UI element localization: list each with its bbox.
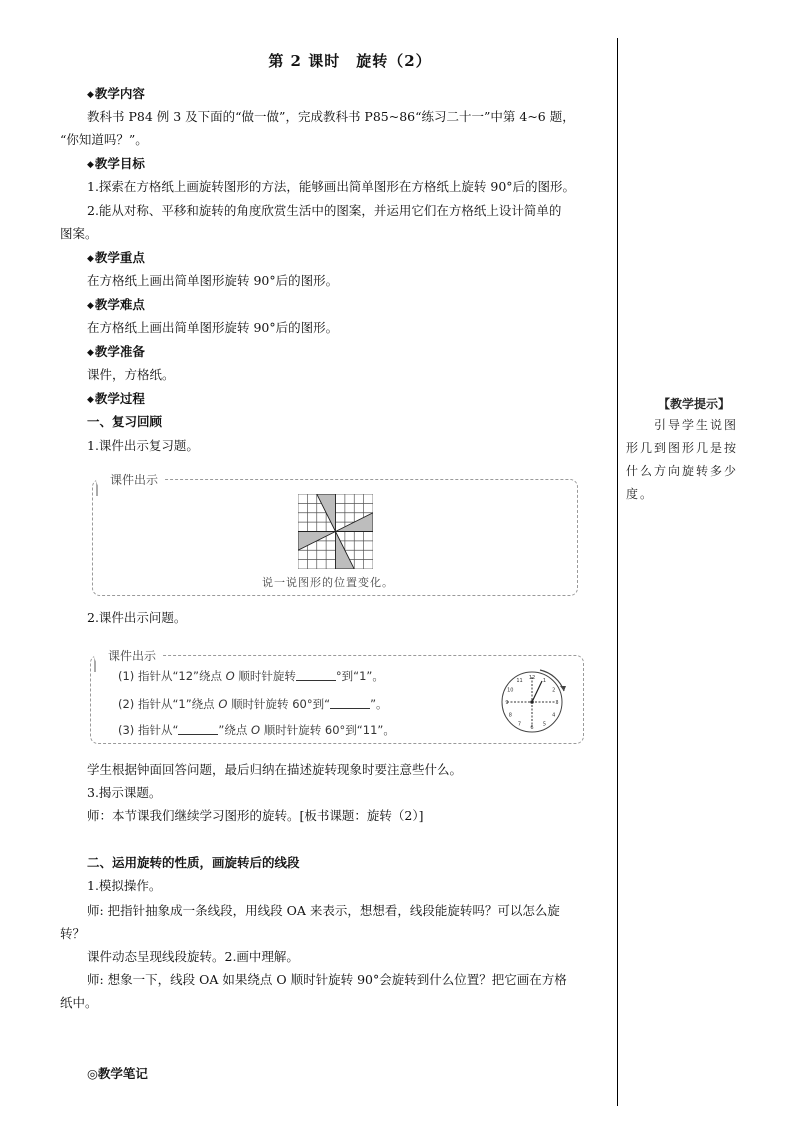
answer-blank[interactable] bbox=[178, 723, 218, 735]
clock-number: 1 bbox=[542, 678, 547, 685]
clock-number: 12 bbox=[528, 674, 536, 681]
difficulty-text: 在方格纸上画出简单图形旋转 90°后的图形。 bbox=[87, 320, 339, 335]
diamond-icon: ◆ bbox=[87, 395, 94, 405]
teacher-line-1: 师：本节课我们继续学习图形的旋转。[板书课题：旋转（2）] bbox=[87, 808, 424, 823]
goal-2-cont: 图案。 bbox=[60, 226, 98, 241]
diamond-icon: ◆ bbox=[87, 160, 94, 170]
part2-step-1: 1.模拟操作。 bbox=[87, 878, 162, 893]
clock-number: 7 bbox=[517, 721, 522, 728]
clock-number: 4 bbox=[552, 712, 556, 719]
box1-caption: 说一说图形的位置变化。 bbox=[262, 576, 394, 589]
part2-teacher-2-cont: 纸中。 bbox=[60, 995, 98, 1010]
part1-heading: 一、复习回顾 bbox=[87, 414, 163, 429]
key-text: 在方格纸上画出简单图形旋转 90°后的图形。 bbox=[87, 273, 339, 288]
step-2: 2.课件出示问题。 bbox=[87, 610, 187, 625]
heading-key: ◆教学重点 bbox=[87, 246, 145, 271]
heading-content: ◆教学内容 bbox=[87, 82, 145, 107]
clock-number: 3 bbox=[555, 699, 559, 706]
heading-difficulty: ◆教学难点 bbox=[87, 293, 145, 318]
prep-text: 课件，方格纸。 bbox=[87, 367, 175, 382]
content-text-cont: “你知道吗？”。 bbox=[60, 132, 148, 147]
clock-face bbox=[494, 659, 574, 739]
page-title: 第 2 课时 旋转（2） bbox=[268, 52, 432, 70]
after-box-text: 学生根据钟面回答问题，最后归纳在描述旋转现象时要注意些什么。 bbox=[87, 762, 463, 777]
part2-teacher-2: 师: 想象一下，线段 OA 如果绕点 O 顺时针旋转 90°会旋转到什么位置？把它画在方格 bbox=[87, 972, 567, 987]
goal-2: 2.能从对称、平移和旋转的角度欣赏生活中的图案，并运用它们在方格纸上设计简单的 bbox=[87, 203, 562, 218]
courseware-tag-1: 课件出示 bbox=[96, 470, 164, 489]
answer-blank[interactable] bbox=[330, 697, 370, 709]
sidebar-tip-line-2: 形几到图形几是按 bbox=[626, 441, 739, 455]
heading-goals: ◆教学目标 bbox=[87, 152, 145, 177]
part2-teacher-1-cont: 转？ bbox=[60, 926, 86, 941]
content-text: 教科书 P84 例 3 及下面的“做一做”，完成教科书 P85~86“练习二十一”中第 4~6 题， bbox=[87, 109, 575, 124]
sidebar-tip-line-4: 度。 bbox=[626, 487, 655, 501]
step-3: 3.揭示课题。 bbox=[87, 785, 162, 800]
clock-number: 10 bbox=[507, 687, 514, 694]
part2-line-3: 课件动态呈现线段旋转。2.画中理解。 bbox=[87, 949, 299, 964]
sidebar-tip-line-1: 引导学生说图 bbox=[654, 418, 739, 432]
diamond-icon: ◆ bbox=[87, 301, 94, 311]
clock-number: 6 bbox=[530, 724, 534, 731]
question-1: (1) 指针从“12”绕点 O 顺时针旋转 °到“1”。 bbox=[118, 669, 384, 683]
diamond-icon: ◆ bbox=[87, 90, 94, 100]
diamond-icon: ◆ bbox=[87, 254, 94, 264]
part2-heading: 二、运用旋转的性质，画旋转后的线段 bbox=[87, 855, 300, 870]
clock-number: 2 bbox=[552, 687, 556, 694]
clock-number: 9 bbox=[505, 699, 509, 706]
sidebar-tip-heading: 【教学提示】 bbox=[658, 397, 731, 411]
question-3: (3) 指针从“ ”绕点 O 顺时针旋转 60°到“11”。 bbox=[118, 723, 395, 737]
clock-hand bbox=[532, 681, 542, 702]
sidebar-tip-line-3: 什么方向旋转多少 bbox=[626, 464, 739, 478]
column-divider bbox=[617, 38, 618, 1106]
part2-teacher-1: 师: 把指针抽象成一条线段，用线段 OA 来表示，想想看，线段能旋转吗？可以怎么旋 bbox=[87, 903, 560, 918]
diamond-icon: ◆ bbox=[87, 348, 94, 358]
rotation-grid-figure bbox=[298, 494, 373, 569]
heading-prep: ◆教学准备 bbox=[87, 340, 145, 365]
heading-process: ◆教学过程 bbox=[87, 387, 145, 412]
courseware-tag-2: 课件出示 bbox=[94, 646, 162, 665]
step-1: 1.课件出示复习题。 bbox=[87, 438, 199, 453]
question-2: (2) 指针从“1”绕点 O 顺时针旋转 60°到“ ”。 bbox=[118, 697, 388, 711]
clock-number: 8 bbox=[508, 712, 512, 719]
clock-number: 5 bbox=[542, 721, 547, 728]
answer-blank[interactable] bbox=[296, 669, 336, 681]
goal-1: 1.探索在方格纸上画旋转图形的方法，能够画出简单图形在方格纸上旋转 90°后的图形。 bbox=[87, 179, 576, 194]
clock-number: 11 bbox=[516, 678, 523, 685]
notes-heading: ◎教学笔记 bbox=[87, 1066, 148, 1081]
